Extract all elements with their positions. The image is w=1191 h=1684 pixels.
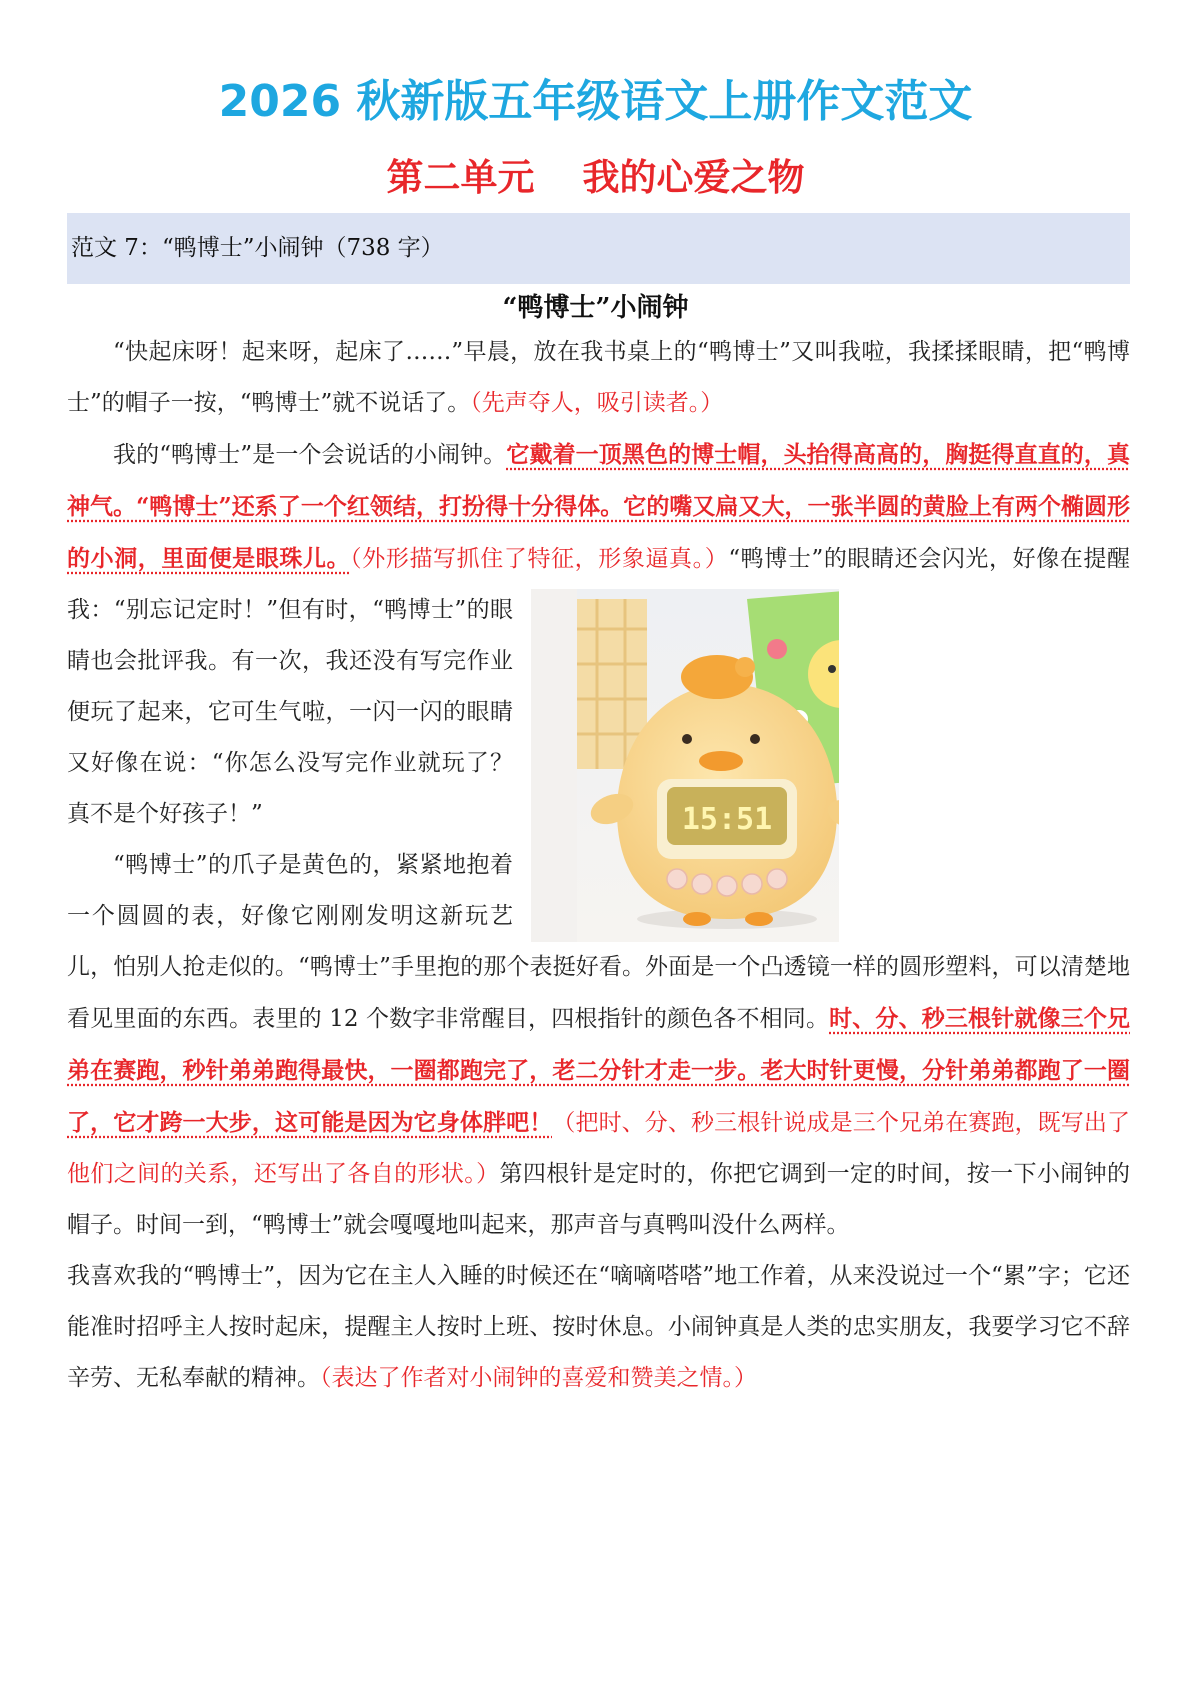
p3-highlight: 时、分、秒三根针就像三个兄弟在赛跑，秒针弟弟跑得最快，一圈都跑完了，老二分针才走一步。老大时针更慢，分针弟弟都跑了一圈了，它才跨一大步，这可能是因为它身体胖吧！ xyxy=(67,1005,1131,1136)
paragraph-4 xyxy=(67,1251,1130,1404)
duck-clock-photo xyxy=(531,589,839,942)
p2-comment: （外形描写抓住了特征，形象逼真。） xyxy=(350,546,729,572)
p3-comment: （把时、分、秒三根针说成是三个兄弟在赛跑，既写出了他们之间的关系，还写出了各自的形状。） xyxy=(67,1110,1131,1187)
unit-label: 第二单元 xyxy=(386,156,535,199)
p4-comment: （表达了作者对小闹钟的喜爱和赞美之情。） xyxy=(320,1365,757,1391)
p2-rest: “鸭博士”的眼睛还会闪光，好像在提醒我：“别忘记定时！”但有时，“鸭博士”的眼睛也会批评我。有一次，我还没有写完作业便玩了起来，它可生气啦，一闪一闪的眼睛又好像在说：“你怎么没写完作业就玩了？真不是个好孩子！” xyxy=(67,546,1130,827)
p3-text: “鸭博士”的爪子是黄色的，紧紧地抱着一个圆圆的表，好像它刚刚发明这新玩艺儿，怕别人抢走似的。“鸭博士”手里抱的那个表挺好看。外面是一个凸透镜一样的圆形塑料，可以清楚地看见里面的东西。表里的 12 个数字非常醒目，四根指针的颜色各不相同。 xyxy=(67,852,1130,1032)
essay-body xyxy=(67,327,1130,1404)
banner-text: 范文 7：“鸭博士”小闹钟（738 字） xyxy=(71,235,444,261)
page-title: 2026 秋新版五年级语文上册作文范文 xyxy=(218,76,973,127)
clock-digits: 15:51 xyxy=(681,802,773,837)
p1-text: “快起床呀！起来呀，起床了……”早晨，放在我书桌上的“鸭博士”又叫我啦，我揉揉眼睛，把“鸭博士”的帽子一按，“鸭博士”就不说话了。 xyxy=(67,339,1130,416)
p1-comment: （先声夺人，吸引读者。） xyxy=(470,390,724,416)
p2-text: 我的“鸭博士”是一个会说话的小闹钟。 xyxy=(113,442,507,468)
p2-highlight: 它戴着一顶黑色的博士帽，头抬得高高的，胸挺得直直的，真神气。“鸭博士”还系了一个红领结，打扮得十分得体。它的嘴又扁又大，一张半圆的黄脸上有两个椭圆形的小洞，里面便是眼珠儿。 xyxy=(67,441,1130,572)
unit-subtitle xyxy=(60,152,1131,204)
unit-topic: 我的心爱之物 xyxy=(582,156,805,199)
essay-title: “鸭博士”小闹钟 xyxy=(502,293,689,323)
essay-banner xyxy=(67,213,1130,284)
paragraph-1 xyxy=(67,327,1130,429)
p4-text: 我喜欢我的“鸭博士”，因为它在主人入睡的时候还在“嘀嘀嗒嗒”地工作着，从来没说过一个“累”字；它还能准时招呼主人按时起床，提醒主人按时上班、按时休息。小闹钟真是人类的忠实朋友，我要学习它不辞辛劳、无私奉献的精神。 xyxy=(67,1263,1130,1391)
paragraph-2 xyxy=(67,429,1130,840)
p3-rest: 第四根针是定时的，你把它调到一定的时间，按一下小闹钟的帽子。时间一到，“鸭博士”就会嘎嘎地叫起来，那声音与真鸭叫没什么两样。 xyxy=(67,1161,1131,1238)
